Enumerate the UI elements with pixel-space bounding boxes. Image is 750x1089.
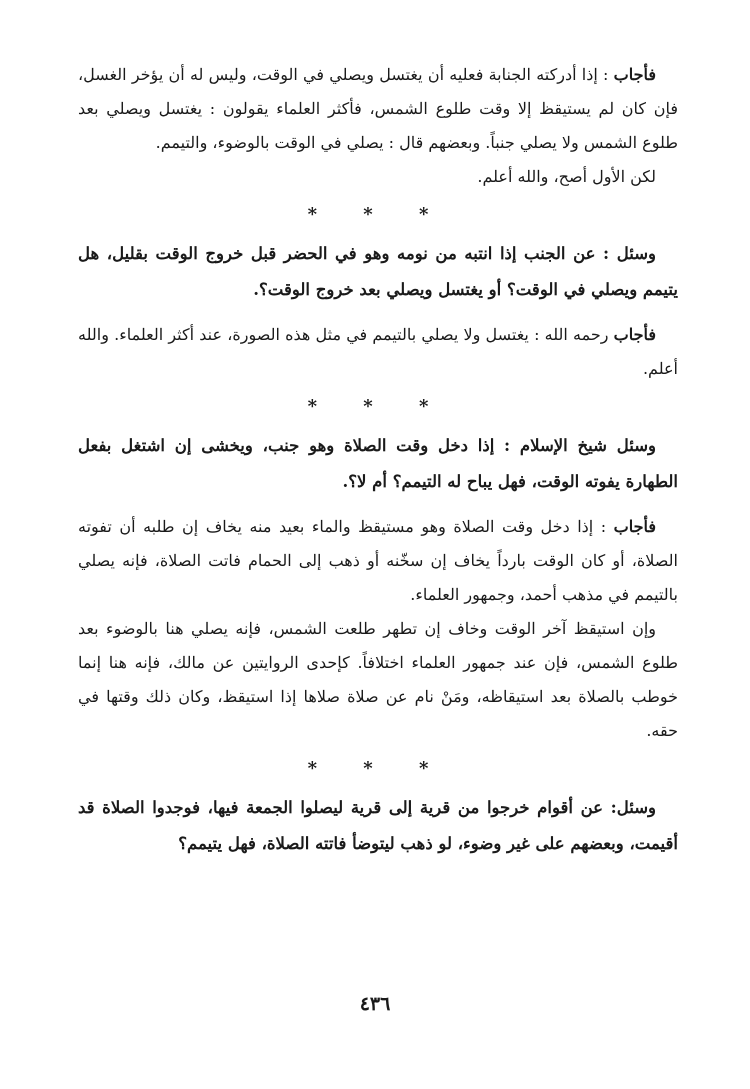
answer-text: رحمه الله : يغتسل ولا يصلي بالتيمم في مثل هذه الصورة، عند أكثر العلماء. والله أعلم.	[78, 325, 678, 378]
section-separator: * * *	[307, 758, 449, 779]
question-lead: وسئل	[616, 244, 656, 263]
answer-paragraph	[78, 58, 678, 160]
question-paragraph	[78, 236, 678, 308]
answer-paragraph	[78, 318, 678, 386]
question-text: : إذا دخل وقت الصلاة وهو جنب، ويخشى إن اشتغل بفعل الطهارة يفوته الوقت، فهل يباح له التيمم؟ أم لا؟.	[78, 436, 678, 491]
answer-text: : إذا دخل وقت الصلاة وهو مستيقظ والماء بعيد منه يخاف إن طلبه أن تفوته الصلاة، أو كان الوقت بارداً يخاف إن سخّنه أو ذهب إلى الحمام فاتت الصلاة، فإنه يصلي بالتيمم في مذهب أحمد، وجمهور العلماء.	[78, 517, 678, 604]
question-paragraph	[78, 790, 678, 862]
question-text: : عن أقوام خرجوا من قرية إلى قرية ليصلوا الجمعة فيها، فوجدوا الصلاة قد أقيمت، وبعضهم على غير وضوء، لو ذهب ليتوضأ فاتته الصلاة، فهل يتيمم؟	[78, 798, 678, 853]
question-text: : عن الجنب إذا انتبه من نومه وهو في الحضر قبل خروج الوقت بقليل، هل يتيمم ويصلي في الوقت؟ أو يغتسل ويصلي بعد خروج الوقت؟.	[78, 244, 678, 299]
body-paragraph: وإن استيقظ آخر الوقت وخاف إن تطهر طلعت الشمس، فإنه يصلي هنا بالوضوء بعد طلوع الشمس، فإن عند جمهور العلماء اختلافاً. كإحدى الروايتين عن مالك، فإنه هنا إنما خوطب بالصلاة بعد استيقاظه، ومَنْ نام عن صلاة صلاها إذا استيقظ، وكان ذلك وقتها في حقه.	[78, 619, 678, 740]
page-number: ٤٣٦	[359, 993, 391, 1015]
question-lead: وسئل	[616, 798, 656, 817]
spacer	[78, 500, 678, 510]
spacer	[78, 308, 678, 318]
answer-lead: فأجاب	[613, 65, 657, 84]
section-separator: * * *	[307, 204, 449, 225]
answer-lead: فأجاب	[613, 325, 656, 344]
closing-line: لكن الأول أصح، والله أعلم.	[477, 167, 656, 186]
section-separator: * * *	[307, 396, 449, 417]
answer-text: : إذا أدركته الجنابة فعليه أن يغتسل ويصلي في الوقت، وليس له أن يؤخر الغسل، فإن كان لم يستيقظ إلا وقت طلوع الشمس، فأكثر العلماء يقولون : يغتسل ويصلي بعد طلوع الشمس ولا يصلي جنباً. وبعضهم قال : يصلي في الوقت بالوضوء، والتيمم.	[78, 65, 678, 152]
answer-paragraph	[78, 510, 678, 612]
page-content	[78, 58, 678, 862]
question-lead: وسئل شيخ الإسلام	[519, 436, 656, 455]
answer-lead: فأجاب	[613, 517, 656, 536]
question-paragraph	[78, 428, 678, 500]
